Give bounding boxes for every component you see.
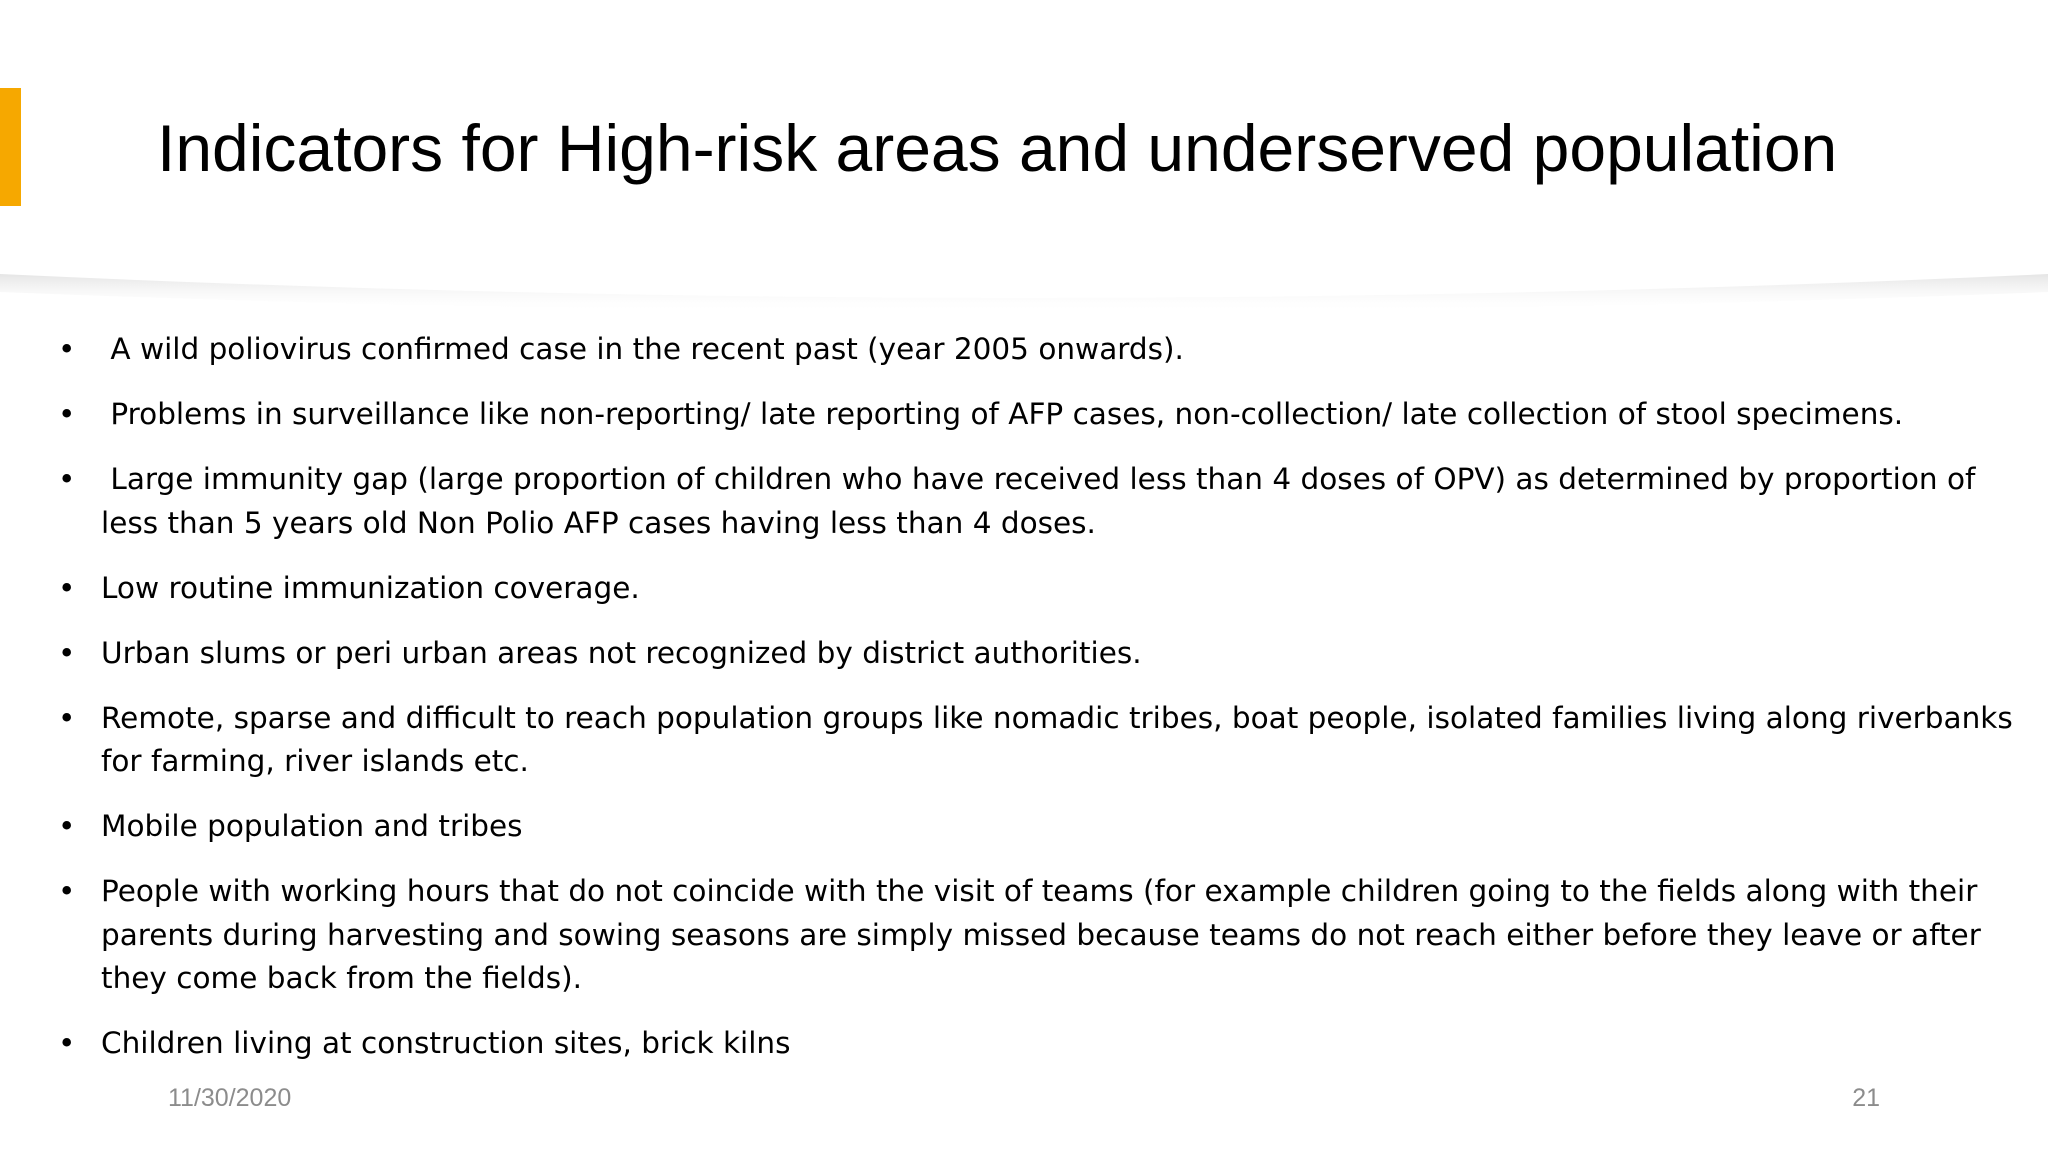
footer-date: 11/30/2020 [168,1084,292,1112]
bullet-text: Urban slums or peri urban areas not recognized by district authorities. [101,635,1142,670]
bullet-dot: • [58,332,76,366]
slide-title: Indicators for High-risk areas and underserved population [157,111,1838,185]
bullet-dot: • [58,1026,76,1060]
bullet-text: Low routine immunization coverage. [101,570,640,605]
bullet-text: People with working hours that do not coincide with the visit of teams (for example children going to the fields along with their parents during harvesting and sowing seasons are simply missed because teams do not reach either before they leave or after they come back from the fields). [101,874,1981,995]
list-item [52,1022,2032,1066]
bullet-dot: • [58,635,76,670]
bullet-dot: • [58,462,76,496]
bullet-dot: • [58,874,76,908]
bullet-text: Large immunity gap (large proportion of children who have received less than 4 doses of OPV) as determined by proportion of less than 5 years old Non Polio AFP cases having less than 4 doses. [101,462,1985,540]
bullet-text: Problems in surveillance like non-reporting/ late reporting of AFP cases, non-collection/ late collection of stool specimens. [101,397,1904,431]
bullet-dot: • [58,570,76,605]
bullet-text: Remote, sparse and difficult to reach population groups like nomadic tribes, boat people, isolated families living along riverbanks for farming, river islands etc. [101,700,2013,778]
bullet-text: A wild poliovirus confirmed case in the recent past (year 2005 onwards). [101,332,1184,366]
list-item [52,805,2032,849]
bullet-text: Mobile population and tribes [101,809,523,843]
list-item [52,632,2032,676]
title-accent-bar [0,88,21,206]
list-item [52,870,2032,1001]
bullet-dot: • [58,397,76,431]
list-item [52,393,2032,437]
list-item [52,328,2032,372]
list-item [52,697,2032,784]
page-number: 21 [1852,1084,1880,1112]
list-item [52,458,2032,545]
bullet-list [52,328,2032,1087]
bullet-text: Children living at construction sites, brick kilns [101,1026,791,1060]
bullet-dot: • [58,809,76,843]
header-divider-swoosh [0,262,2048,322]
list-item [52,567,2032,611]
bullet-dot: • [58,700,76,735]
